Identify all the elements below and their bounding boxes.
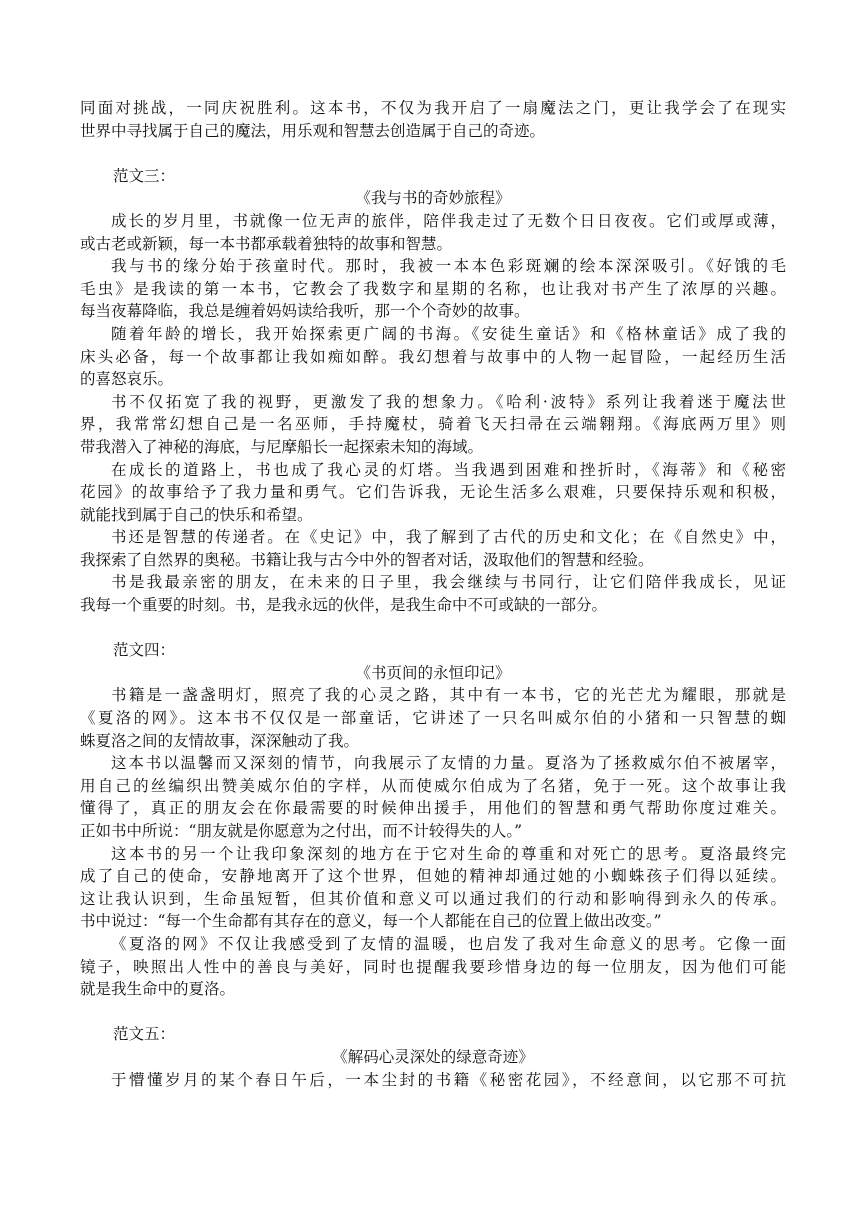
paragraph-line: 同面对挑战，一同庆祝胜利。这本书，不仅为我开启了一扇魔法之门，更让我学会了在现实 [80,99,786,117]
paragraph-line: 每当夜幕降临，我总是缠着妈妈读给我听，那一个个奇妙的故事。 [80,302,530,321]
paragraph-line: 界，我常常幻想自己是一名巫师，手持魔杖，骑着飞天扫帚在云端翱翔。《海底两万里》则 [80,415,786,434]
paragraph-line: 在成长的道路上，书也成了我心灵的灯塔。当我遇到困难和挫折时，《海蒂》和《秘密 [111,460,786,479]
paragraph-line: 书是我最亲密的朋友，在未来的日子里，我会继续与书同行，让它们陪伴我成长，见证 [111,573,786,592]
paragraph-line: 正如书中所说：“朋友就是你愿意为之付出，而不计较得失的人。” [80,822,523,840]
essay-label: 范文四： [113,641,176,660]
paragraph-line: 就是我生命中的夏洛。 [80,980,236,999]
paragraph-line: 成长的岁月里，书就像一位无声的旅伴，陪伴我走过了无数个日日夜夜。它们或厚或薄， [111,211,786,230]
paragraph-line: 书还是智慧的传递者。在《史记》中，我了解到了古代的历史和文化；在《自然史》中， [111,528,786,547]
paragraph-line: 我每一个重要的时刻。书，是我永远的伙伴，是我生命中不可或缺的一部分。 [80,596,608,615]
paragraph-line: 或古老或新颖，每一本书都承载着独特的故事和智慧。 [80,234,453,253]
document-page [80,97,786,1091]
paragraph-line: 《夏洛的网》不仅让我感受到了友情的温暖，也启发了我对生命意义的思考。它像一面 [111,934,786,953]
essay-title: 《我与书的奇妙旅程》 [355,189,511,208]
paragraph-line: 随着年龄的增长，我开始探索更广阔的书海。《安徒生童话》和《格林童话》成了我的 [111,324,786,343]
essay-label: 范文三： [113,166,176,185]
paragraph-line: 就能找到属于自己的快乐和希望。 [80,505,313,524]
paragraph-line: 我与书的缘分始于孩童时代。那时，我被一本本色彩斑斓的绘本深深吸引。《好饿的毛 [111,257,786,276]
paragraph-line: 带我潜入了神秘的海底，与尼摩船长一起探索未知的海域。 [80,437,484,456]
paragraph-line: 书中说过：“每一个生命都有其存在的意义，每一个人都能在自己的位置上做出改变。” [80,912,662,931]
paragraph-line: 成了自己的使命，安静地离开了这个世界，但她的精神却通过她的小蜘蛛孩子们得以延续。 [80,867,786,886]
paragraph-line: 懂得了，真正的朋友会在你最需要的时候伸出援手，用他们的智慧和勇气帮助你度过难关。 [80,799,786,818]
paragraph-line: 花园》的故事给予了我力量和勇气。它们告诉我，无论生活多么艰难，只要保持乐观和积极， [80,483,786,502]
paragraph-line: 世界中寻找属于自己的魔法，用乐观和智慧去创造属于自己的奇迹。 [80,121,546,140]
paragraph-line: 用自己的丝编织出赞美威尔伯的字样，从而使威尔伯成为了名猪，免于一死。这个故事让我 [80,776,786,795]
paragraph-line: 书不仅拓宽了我的视野，更激发了我的想象力。《哈利·波特》系列让我着迷于魔法世 [111,392,786,411]
paragraph-line: 的喜怒哀乐。 [80,370,174,389]
paragraph-line: 于懵懂岁月的某个春日午后，一本尘封的书籍《秘密花园》，不经意间，以它那不可抗 [111,1070,786,1089]
essay-title: 《解码心灵深处的绿意奇迹》 [332,1047,534,1066]
paragraph-line: 蛛夏洛之间的友情故事，深深触动了我。 [80,731,360,750]
blank-line [80,1001,786,1024]
paragraph-line: 镜子，映照出人性中的善良与美好，同时也提醒我要珍惜身边的每一位朋友，因为他们可能 [80,957,786,976]
paragraph-line: 我探索了自然界的奥秘。书籍让我与古今中外的智者对话，汲取他们的智慧和经验。 [80,550,654,569]
blank-line [80,142,786,165]
paragraph-line: 《夏洛的网》。这本书不仅仅是一部童话，它讲述了一只名叫威尔伯的小猪和一只智慧的蜘 [80,709,786,728]
essay-title: 《书页间的永恒印记》 [355,663,511,682]
essay-label: 范文五： [113,1025,176,1044]
paragraph-line: 这让我认识到，生命虽短暂，但其价值和意义可以通过我们的行动和影响得到永久的传承。 [80,889,786,908]
paragraph-line: 这本书以温馨而又深刻的情节，向我展示了友情的力量。夏洛为了拯救威尔伯不被屠宰， [111,754,786,773]
blank-line [80,617,786,640]
paragraph-line: 这本书的另一个让我印象深刻的地方在于它对生命的尊重和对死亡的思考。夏洛最终完 [111,844,786,863]
paragraph-line: 书籍是一盏盏明灯，照亮了我的心灵之路，其中有一本书，它的光芒尤为耀眼，那就是 [111,686,786,705]
paragraph-line: 毛虫》是我读的第一本书，它教会了我数字和星期的名称，也让我对书产生了浓厚的兴趣。 [80,279,786,298]
paragraph-line: 床头必备，每一个故事都让我如痴如醉。我幻想着与故事中的人物一起冒险，一起经历生活 [80,347,786,366]
